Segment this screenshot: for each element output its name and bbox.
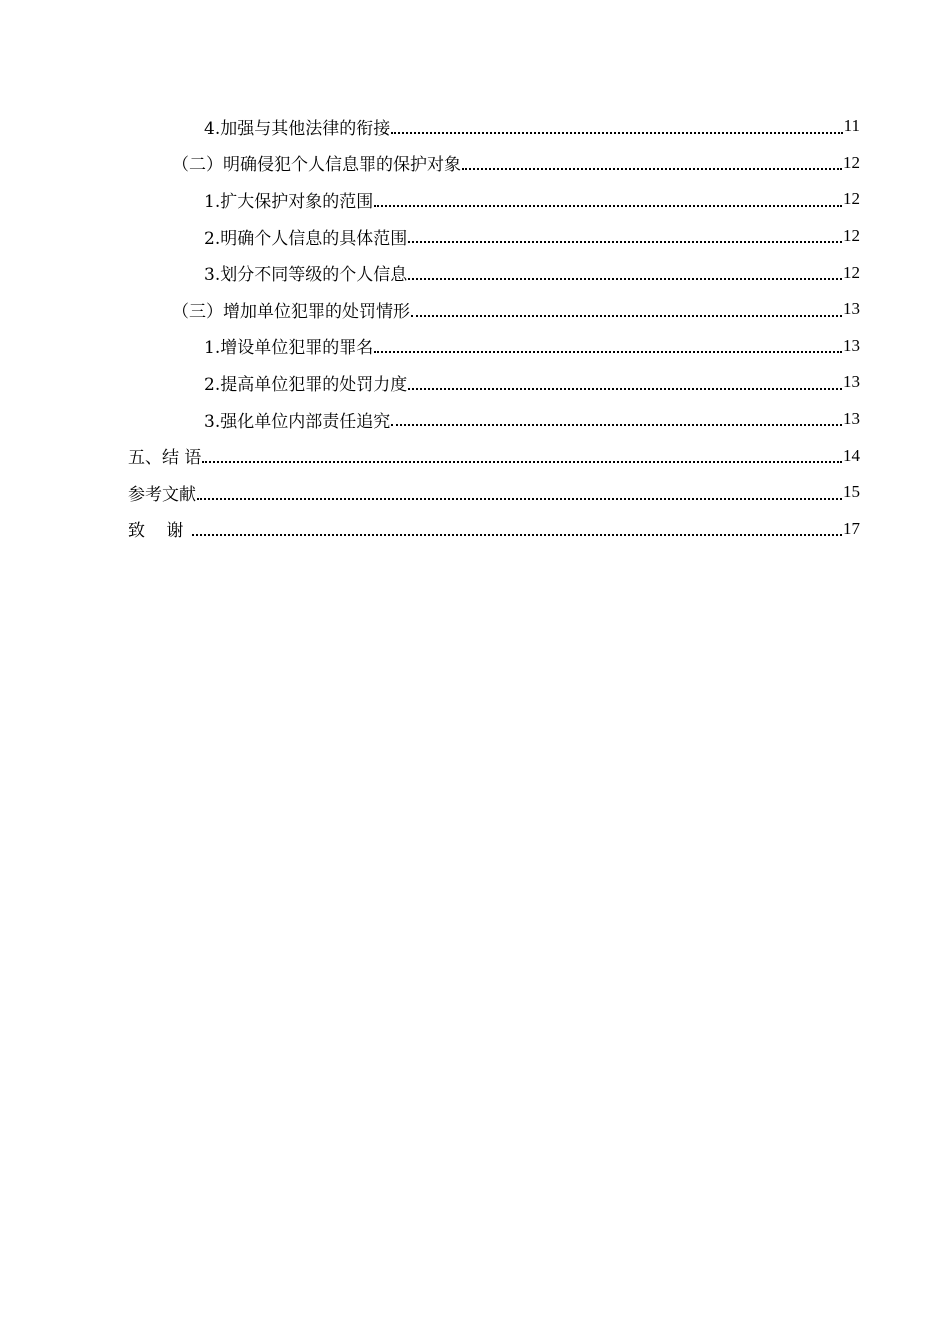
toc-entry-2-raise-unit-crime-penalty[interactable] xyxy=(204,364,860,401)
toc-dot-leader xyxy=(192,533,842,536)
toc-entry-title: （三）增加单位犯罪的处罚情形 xyxy=(172,301,410,322)
toc-entry-3-classify-info-levels[interactable] xyxy=(204,254,860,291)
toc-dot-leader xyxy=(391,131,842,134)
toc-entry-title: 参考文献 xyxy=(128,484,196,505)
toc-entry-conclusion[interactable] xyxy=(128,437,860,474)
toc-page-number: 12 xyxy=(843,262,860,282)
toc-page-number: 13 xyxy=(843,299,860,319)
toc-entry-title: （二）明确侵犯个人信息罪的保护对象 xyxy=(172,155,461,176)
toc-dot-leader xyxy=(408,277,842,280)
toc-entry-acknowledgements[interactable] xyxy=(128,511,860,548)
toc-page-number: 12 xyxy=(843,226,860,246)
toc-entry-title: 1.扩大保护对象的范围 xyxy=(204,191,374,212)
toc-entry-title: 五、结 语 xyxy=(128,448,202,469)
toc-page-number: 13 xyxy=(843,372,860,392)
toc-dot-leader xyxy=(374,350,842,353)
toc-entry-title: 4.加强与其他法律的衔接 xyxy=(204,118,391,139)
toc-entry-references[interactable] xyxy=(128,474,860,511)
toc-dot-leader xyxy=(408,387,842,390)
toc-page-number: 11 xyxy=(843,116,860,136)
toc-entry-1-add-unit-crime-charge[interactable] xyxy=(204,328,860,365)
toc-page-number: 15 xyxy=(843,482,860,502)
toc-dot-leader xyxy=(197,497,842,500)
toc-page-number: 13 xyxy=(843,409,860,429)
toc-page-number: 13 xyxy=(843,335,860,355)
toc-page-number: 12 xyxy=(843,189,860,209)
toc-entry-1-expand-protection-scope[interactable] xyxy=(204,181,860,218)
toc-entry-title: 2.提高单位犯罪的处罚力度 xyxy=(204,374,408,395)
toc-dot-leader xyxy=(411,314,842,317)
toc-dot-leader xyxy=(391,423,842,426)
toc-entry-4-strengthen-link-with-other-laws[interactable] xyxy=(204,108,860,145)
toc-page-number: 17 xyxy=(843,518,860,538)
toc-dot-leader xyxy=(462,167,842,170)
toc-entry-3-internal-accountability[interactable] xyxy=(204,401,860,438)
toc-entry-title: 1.增设单位犯罪的罪名 xyxy=(204,338,374,359)
toc-entry-2-clarify-info-scope[interactable] xyxy=(204,218,860,255)
toc-dot-leader xyxy=(374,204,842,207)
toc-entry-title: 致 谢 xyxy=(128,521,192,542)
table-of-contents xyxy=(0,108,950,547)
toc-dot-leader xyxy=(202,460,842,463)
toc-entry-title: 3.划分不同等级的个人信息 xyxy=(204,265,408,286)
toc-page-number: 12 xyxy=(843,152,860,172)
toc-entry-title: 3.强化单位内部责任追究 xyxy=(204,411,391,432)
toc-dot-leader xyxy=(408,240,842,243)
toc-entry-3-add-unit-crime-penalties[interactable] xyxy=(172,291,860,328)
toc-entry-2-clarify-protected-object[interactable] xyxy=(172,145,860,182)
toc-entry-title: 2.明确个人信息的具体范围 xyxy=(204,228,408,249)
toc-page-number: 14 xyxy=(843,445,860,465)
